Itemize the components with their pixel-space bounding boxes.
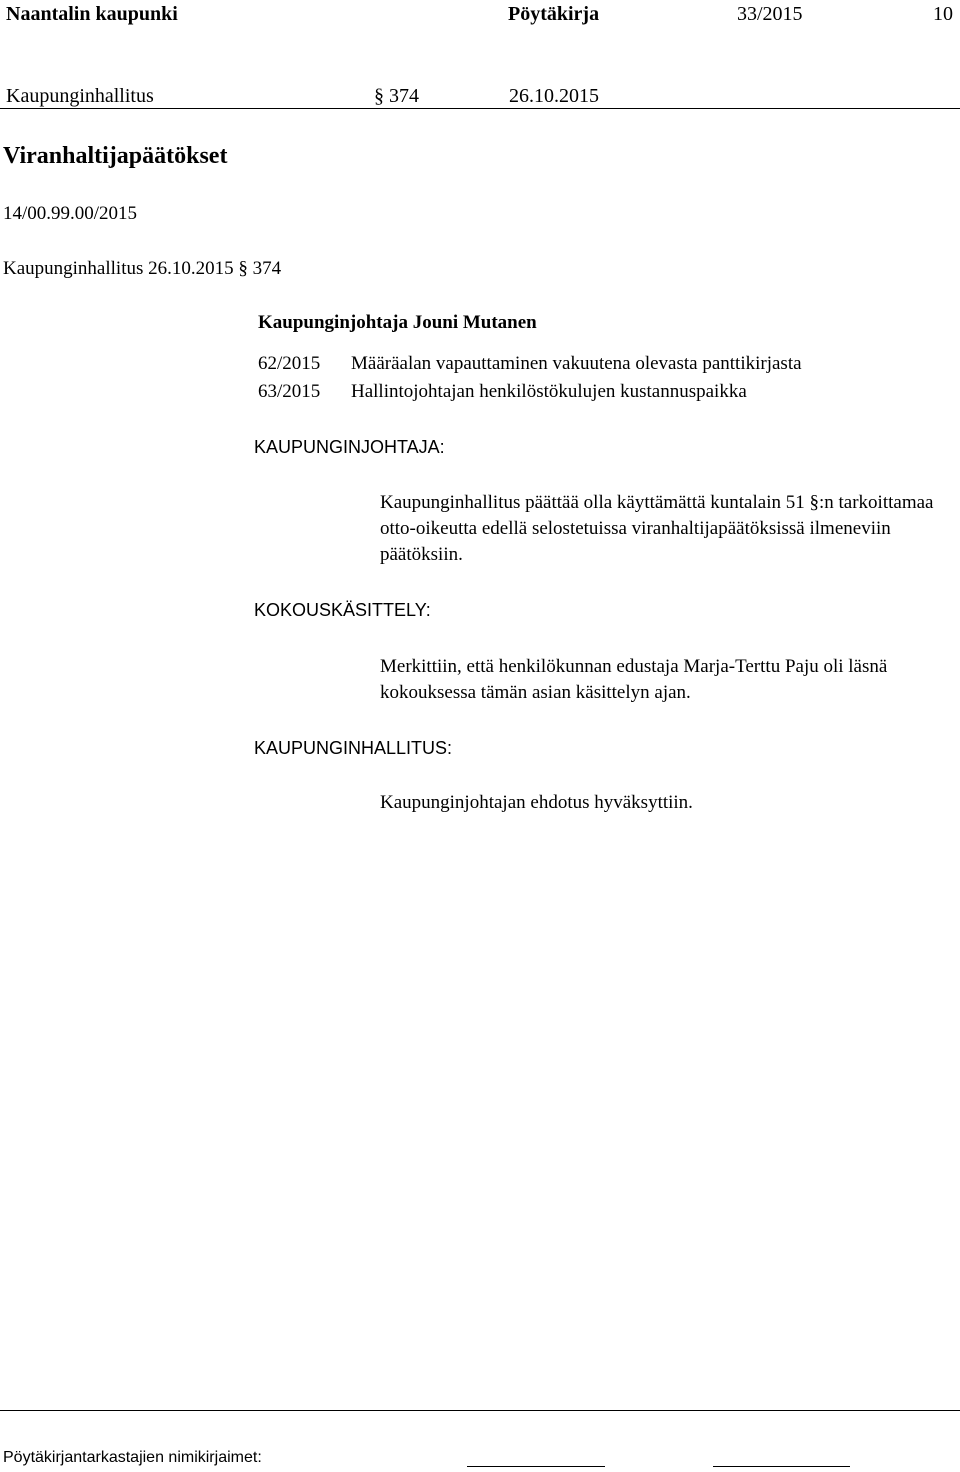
proposal-text: Kaupunginhallitus päättää olla käyttämättä kuntalain 51 §:n tarkoittamaa otto-oikeutta edellä selostetuissa viranhaltijapäätöksissä ilmeneviin päätöksiin. <box>380 492 934 565</box>
page-title: Viranhaltijapäätökset <box>3 143 228 169</box>
handling-label: KOKOUSKÄSITTELY: <box>254 600 431 620</box>
document-type: Pöytäkirja <box>508 3 600 25</box>
case-id: 14/00.99.00/2015 <box>3 203 138 224</box>
meeting-date: 26.10.2015 <box>509 85 599 107</box>
issue-number: 33/2015 <box>737 3 803 25</box>
handling-text: Merkittiin, että henkilökunnan edustaja Marja-Terttu Paju oli läsnä kokouksessa tämän asian käsittelyn ajan. <box>380 656 888 703</box>
proposal-label: KAUPUNGINJOHTAJA: <box>254 437 445 457</box>
signature-line-1 <box>467 1466 605 1467</box>
decision-number: 63/2015 <box>258 381 321 402</box>
section-number: § 374 <box>374 85 419 107</box>
list-item <box>258 380 747 404</box>
footer-divider <box>0 1410 960 1411</box>
resolution-label: KAUPUNGINHALLITUS: <box>254 738 453 758</box>
meeting-body: Kaupunginhallitus <box>6 85 154 107</box>
header-divider <box>0 108 960 109</box>
meeting-reference: Kaupunginhallitus 26.10.2015 § 374 <box>3 258 282 279</box>
official-name: Kaupunginjohtaja Jouni Mutanen <box>258 312 537 333</box>
organization-name: Naantalin kaupunki <box>6 3 178 25</box>
signatures-label: Pöytäkirjantarkastajien nimikirjaimet: <box>3 1449 262 1466</box>
decision-text: Määräalan vapauttaminen vakuutena olevasta panttikirjasta <box>351 353 802 374</box>
decision-text: Hallintojohtajan henkilöstökulujen kustannuspaikka <box>351 381 747 402</box>
resolution-text: Kaupunginjohtajan ehdotus hyväksyttiin. <box>380 792 693 813</box>
decision-number: 62/2015 <box>258 353 321 374</box>
page-number: 10 <box>933 3 953 25</box>
list-item <box>258 352 802 376</box>
signature-line-2 <box>713 1466 850 1467</box>
